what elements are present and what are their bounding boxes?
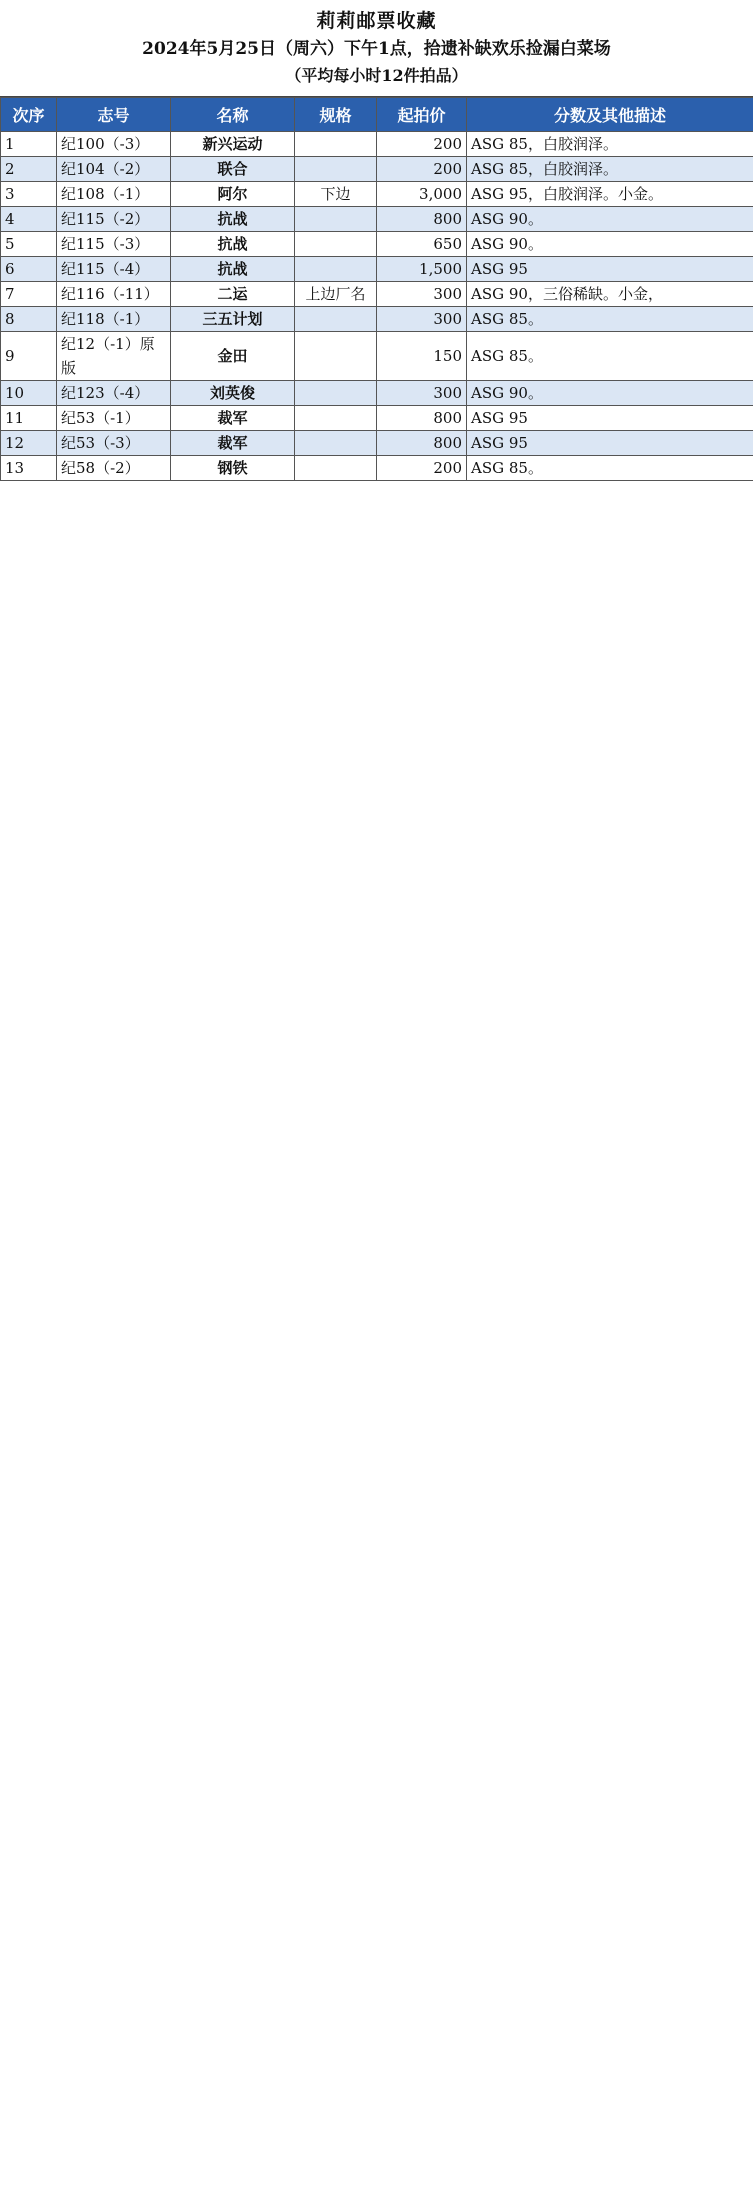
lot-code: 纪12（-1）原版: [57, 332, 171, 381]
header-note: （平均每小时12件拍品）: [285, 66, 468, 85]
col-header-price: 起拍价: [377, 98, 467, 132]
col-header-desc: 分数及其他描述: [467, 98, 753, 132]
lot-spec: 下边: [295, 182, 377, 207]
lot-spec: [295, 431, 377, 456]
lot-spec: 上边厂名: [295, 282, 377, 307]
lot-desc: ASG 85，白胶润泽。: [467, 157, 753, 182]
lot-desc: ASG 95，白胶润泽。小金。: [467, 182, 753, 207]
lot-desc: ASG 85，白胶润泽。: [467, 132, 753, 157]
lot-price: 300: [377, 307, 467, 332]
lot-number: 6: [1, 257, 57, 282]
lot-spec: [295, 232, 377, 257]
header-title: 莉莉邮票收藏: [316, 10, 437, 32]
lot-price: 200: [377, 456, 467, 481]
table-row: [1, 381, 753, 406]
lot-price: 150: [377, 332, 467, 381]
lot-name: 联合: [171, 157, 295, 182]
lot-desc: ASG 90。: [467, 232, 753, 257]
table-row: [1, 207, 753, 232]
lot-code: 纪115（-3）: [57, 232, 171, 257]
lot-code: 纪118（-1）: [57, 307, 171, 332]
table-row: [1, 182, 753, 207]
lot-code: 纪115（-2）: [57, 207, 171, 232]
lot-desc: ASG 85。: [467, 307, 753, 332]
lot-number: 2: [1, 157, 57, 182]
auction-sheet: [0, 0, 753, 481]
table-row: [1, 157, 753, 182]
lot-code: 纪115（-4）: [57, 257, 171, 282]
lot-table: [0, 97, 753, 481]
lot-number: 7: [1, 282, 57, 307]
lot-name: 三五计划: [171, 307, 295, 332]
lot-number: 8: [1, 307, 57, 332]
lot-number: 11: [1, 406, 57, 431]
col-header-no: 次序: [1, 98, 57, 132]
lot-price: 200: [377, 157, 467, 182]
lot-number: 1: [1, 132, 57, 157]
lot-price: 800: [377, 207, 467, 232]
lot-name: 二运: [171, 282, 295, 307]
lot-number: 3: [1, 182, 57, 207]
lot-code: 纪58（-2）: [57, 456, 171, 481]
header-subtitle: 2024年5月25日（周六）下午1点，拾遗补缺欢乐捡漏白菜场: [142, 39, 611, 59]
lot-number: 10: [1, 381, 57, 406]
sheet-header: [0, 0, 753, 97]
lot-spec: [295, 332, 377, 381]
lot-price: 650: [377, 232, 467, 257]
lot-code: 纪104（-2）: [57, 157, 171, 182]
lot-name: 钢铁: [171, 456, 295, 481]
lot-desc: ASG 85。: [467, 332, 753, 381]
lot-number: 5: [1, 232, 57, 257]
lot-name: 抗战: [171, 207, 295, 232]
table-row: [1, 257, 753, 282]
col-header-spec: 规格: [295, 98, 377, 132]
lot-number: 4: [1, 207, 57, 232]
lot-spec: [295, 381, 377, 406]
table-header-row: [1, 98, 753, 132]
table-row: [1, 332, 753, 381]
lot-price: 300: [377, 282, 467, 307]
table-row: [1, 431, 753, 456]
lot-number: 9: [1, 332, 57, 381]
lot-price: 800: [377, 406, 467, 431]
lot-name: 阿尔: [171, 182, 295, 207]
lot-spec: [295, 257, 377, 282]
lot-spec: [295, 207, 377, 232]
lot-desc: ASG 85。: [467, 456, 753, 481]
lot-name: 裁军: [171, 431, 295, 456]
lot-spec: [295, 132, 377, 157]
lot-number: 12: [1, 431, 57, 456]
col-header-name: 名称: [171, 98, 295, 132]
lot-code: 纪100（-3）: [57, 132, 171, 157]
lot-code: 纪53（-1）: [57, 406, 171, 431]
lot-desc: ASG 95: [467, 431, 753, 456]
lot-desc: ASG 95: [467, 257, 753, 282]
lot-desc: ASG 95: [467, 406, 753, 431]
lot-spec: [295, 157, 377, 182]
table-row: [1, 406, 753, 431]
lot-price: 1,500: [377, 257, 467, 282]
lot-price: 200: [377, 132, 467, 157]
table-row: [1, 456, 753, 481]
lot-code: 纪123（-4）: [57, 381, 171, 406]
lot-name: 抗战: [171, 257, 295, 282]
lot-price: 300: [377, 381, 467, 406]
lot-price: 800: [377, 431, 467, 456]
lot-price: 3,000: [377, 182, 467, 207]
lot-spec: [295, 406, 377, 431]
lot-desc: ASG 90。: [467, 381, 753, 406]
table-row: [1, 307, 753, 332]
table-row: [1, 282, 753, 307]
lot-code: 纪116（-11）: [57, 282, 171, 307]
lot-code: 纪108（-1）: [57, 182, 171, 207]
lot-name: 裁军: [171, 406, 295, 431]
col-header-code: 志号: [57, 98, 171, 132]
lot-name: 刘英俊: [171, 381, 295, 406]
table-row: [1, 132, 753, 157]
lot-name: 新兴运动: [171, 132, 295, 157]
lot-name: 抗战: [171, 232, 295, 257]
lot-number: 13: [1, 456, 57, 481]
lot-desc: ASG 90。: [467, 207, 753, 232]
lot-spec: [295, 456, 377, 481]
lot-code: 纪53（-3）: [57, 431, 171, 456]
lot-name: 金田: [171, 332, 295, 381]
lot-desc: ASG 90，三俗稀缺。小金，: [467, 282, 753, 307]
table-row: [1, 232, 753, 257]
lot-spec: [295, 307, 377, 332]
